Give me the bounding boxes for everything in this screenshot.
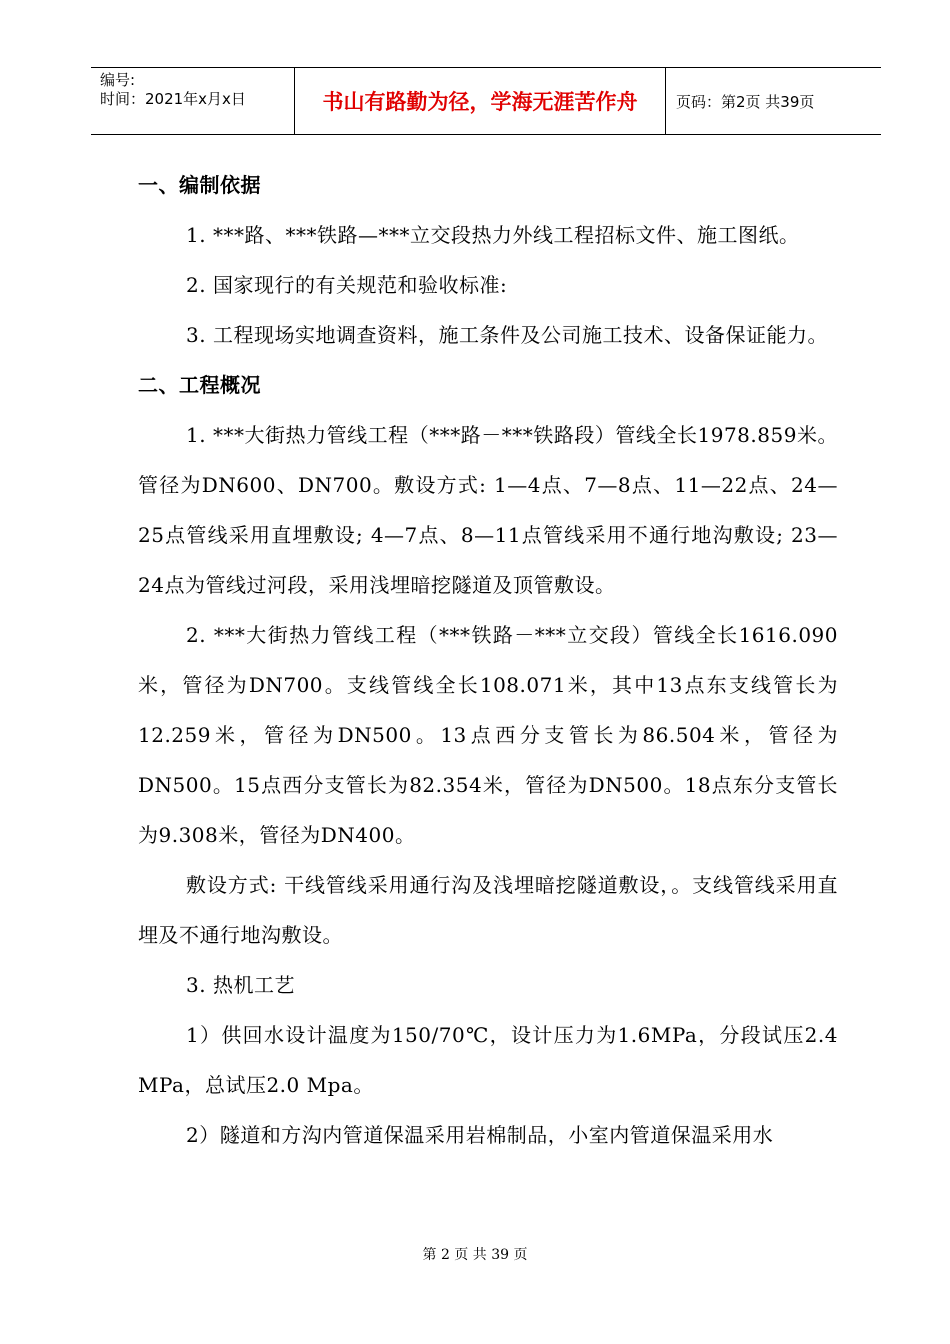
document-body [138,160,838,1160]
paragraph: 1）供回水设计温度为150/70℃，设计压力为1.6MPa，分段试压2.4 MPa，总试压2.0 Mpa。 [138,1023,838,1097]
paragraph: 1. ***路、***铁路—***立交段热力外线工程招标文件、施工图纸。 [186,223,800,247]
header-number-label: 编号: [100,71,136,89]
header-page-number: 页码：第2页 共39页 [676,92,815,111]
paragraph: 3. 工程现场实地调查资料，施工条件及公司施工技术、设备保证能力。 [186,323,828,347]
paragraph: 1. ***大街热力管线工程（***路－***铁路段）管线全长1978.859米。管径为DN600、DN700。敷设方式: 1—4点、7—8点、11—22点、24—25点管线采用直埋敷设; 4—7点、8—11点管线采用不通行地沟敷设; 23—24点为管线过河段，采用浅埋暗挖隧道及顶管敷设。 [138,423,838,597]
paragraph: 2. ***大街热力管线工程（***铁路－***立交段）管线全长1616.090米，管径为DN700。支线管线全长108.071米，其中13点东支线管长为12.259米，管径为DN500。13点西分支管长为86.504米，管径为DN500。15点西分支管长为82.354米，管径为DN500。18点东分支管长为9.308米，管径为DN400。 [138,623,838,847]
section-heading-basis: 一、编制依据 [138,173,261,197]
header-time: 时间：2021年x月x日 [100,90,246,108]
page-header [91,67,881,135]
paragraph: 3. 热机工艺 [186,973,295,997]
page-footer: 第 2 页 共 39 页 [422,1247,528,1263]
paragraph: 敷设方式: 干线管线采用通行沟及浅埋暗挖隧道敷设，。支线管线采用直埋及不通行地沟敷设。 [138,873,838,947]
header-motto: 书山有路勤为径，学海无涯苦作舟 [294,68,666,134]
paragraph: 2. 国家现行的有关规范和验收标准: [186,273,508,297]
paragraph: 2）隧道和方沟内管道保温采用岩棉制品，小室内管道保温采用水 [186,1123,774,1147]
header-meta [91,68,294,134]
section-heading-overview: 二、工程概况 [138,373,261,397]
